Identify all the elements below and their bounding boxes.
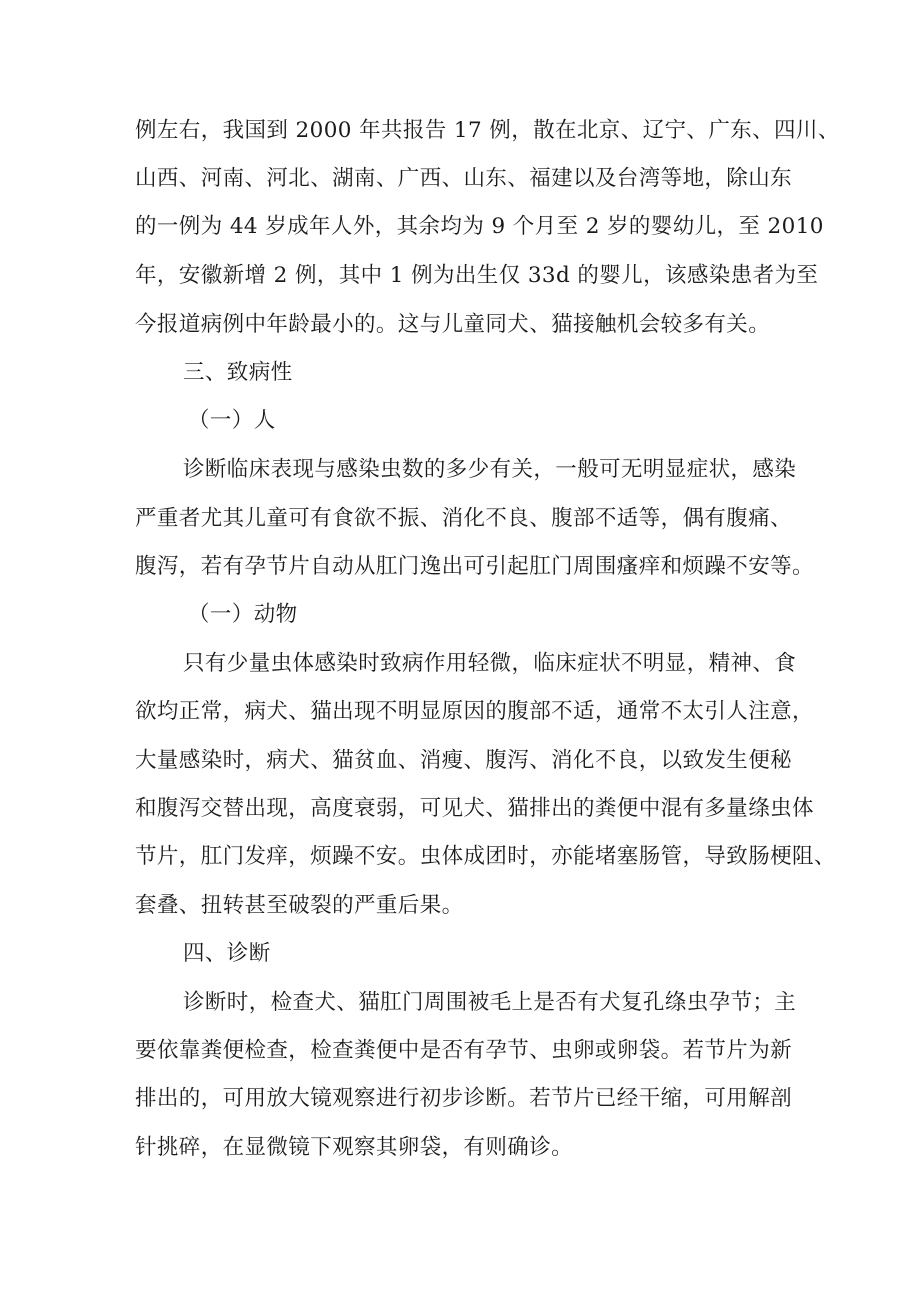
text-line: 针挑碎，在显微镜下观察其卵袋，有则确诊。	[135, 1135, 574, 1160]
text-line: 套叠、扭转甚至破裂的严重后果。	[135, 893, 464, 918]
subsection-heading: （一）动物	[188, 602, 298, 627]
text-line: 山西、河南、河北、湖南、广西、山东、福建以及台湾等地，除山东	[135, 166, 793, 191]
text-line: 欲均正常，病犬、猫出现不明显原因的腹部不适，通常不太引人注意，	[135, 699, 814, 724]
text-line: 节片，肛门发痒，烦躁不安。虫体成团时，亦能堵塞肠管，导致肠梗阻、	[135, 844, 836, 869]
text-line: 腹泻，若有孕节片自动从肛门逸出可引起肛门周围瘙痒和烦躁不安等。	[135, 554, 814, 579]
section-heading: 三、致病性	[183, 360, 293, 385]
text-line: 要依靠粪便检查，检查粪便中是否有孕节、虫卵或卵袋。若节片为新	[135, 1038, 793, 1063]
text-line: 的一例为 44 岁成年人外，其余均为 9 个月至 2 岁的婴幼儿，至 2010	[135, 214, 824, 239]
section-heading: 四、诊断	[183, 941, 271, 966]
text-line: 大量感染时，病犬、猫贫血、消瘦、腹泻、消化不良，以致发生便秘	[135, 748, 793, 773]
text-line: 排出的，可用放大镜观察进行初步诊断。若节片已经干缩，可用解剖	[135, 1086, 793, 1111]
text-line: 严重者尤其儿童可有食欲不振、消化不良、腹部不适等，偶有腹痛、	[135, 506, 793, 531]
text-line: 诊断时，检查犬、猫肛门周围被毛上是否有犬复孔绦虫孕节；主	[183, 990, 797, 1015]
text-line: 今报道病例中年龄最小的。这与儿童同犬、猫接触机会较多有关。	[135, 312, 771, 337]
text-line: 年，安徽新增 2 例，其中 1 例为出生仅 33d 的婴儿，该感染患者为至	[135, 263, 819, 288]
text-line: 只有少量虫体感染时致病作用轻微，临床症状不明显，精神、食	[183, 651, 797, 676]
subsection-heading: （一）人	[188, 408, 276, 433]
text-line: 和腹泻交替出现，高度衰弱，可见犬、猫排出的粪便中混有多量绦虫体	[135, 796, 814, 821]
text-line: 诊断临床表现与感染虫数的多少有关，一般可无明显症状，感染	[183, 457, 797, 482]
text-line: 例左右，我国到 2000 年共报告 17 例，散在北京、辽宁、广东、四川、	[135, 118, 840, 143]
